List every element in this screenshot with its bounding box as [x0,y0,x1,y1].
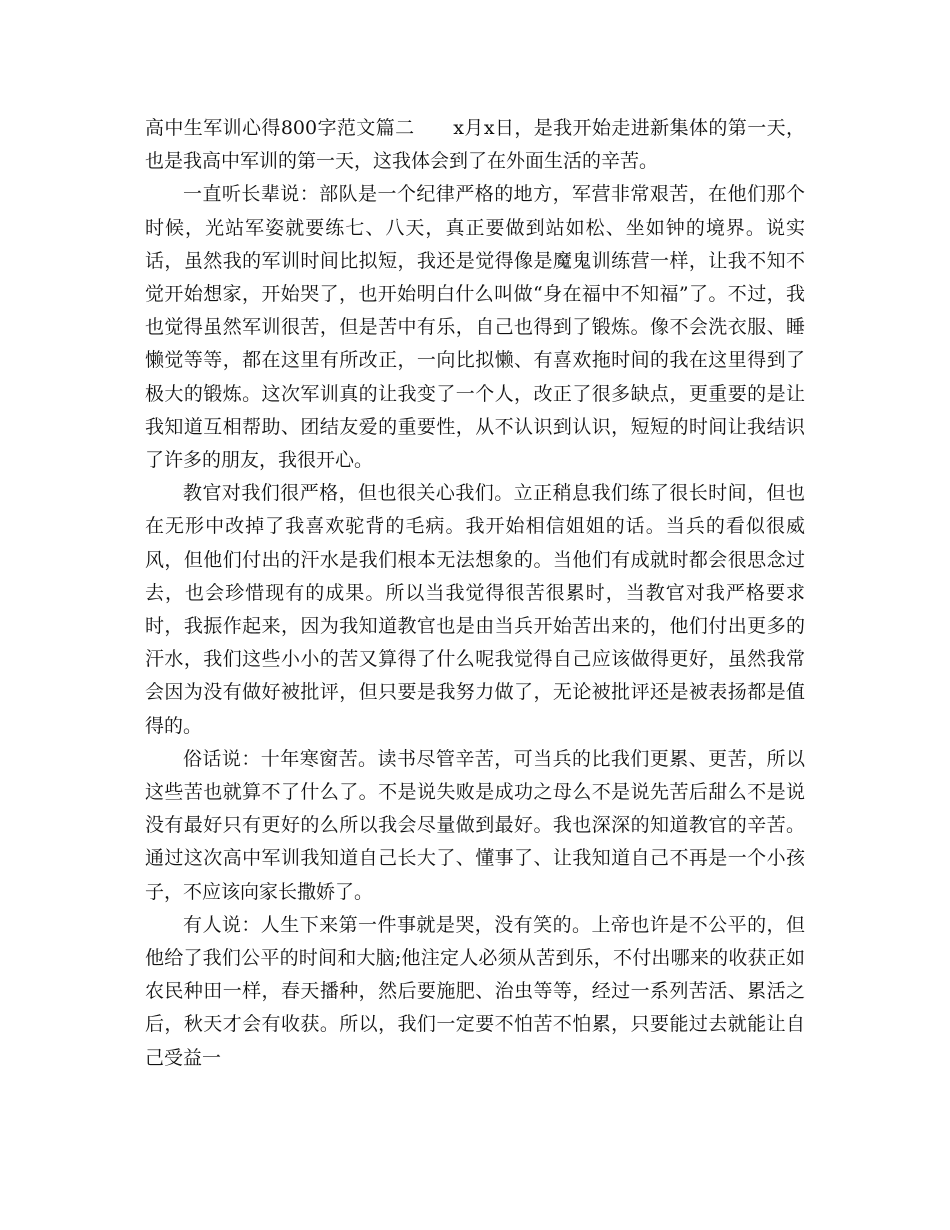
paragraph-instructor: 教官对我们很严格，但也很关心我们。立正稍息我们练了很长时间，但也在无形中改掉了我喜欢驼背的毛病。我开始相信姐姐的话。当兵的看似很威风，但他们付出的汗水是我们根本无法想象的。当他们有成就时都会很思念过去，也会珍惜现有的成果。所以当我觉得很苦很累时，当教官对我严格要求时，我振作起来，因为我知道教官也是由当兵开始苦出来的，他们付出更多的汗水，我们这些小小的苦又算得了什么呢我觉得自己应该做得更好，虽然我常会因为没有做好被批评，但只要是我努力做了，无论被批评还是被表扬都是值得的。 [145,482,805,737]
paragraph-elders-said: 一直听长辈说：部队是一个纪律严格的地方，军营非常艰苦，在他们那个时候，光站军姿就要练七、八天，真正要做到站如松、坐如钟的境界。说实话，虽然我的军训时间比拟短，我还是觉得像是魔鬼训练营一样，让我不知不觉开始想家，开始哭了，也开始明白什么叫做“身在福中不知福”了。不过，我也觉得虽然军训很苦，但是苦中有乐，自己也得到了锻炼。像不会洗衣服、睡懒觉等等，都在这里有所改正，一向比拟懒、有喜欢拖时间的我在这里得到了极大的锻炼。这次军训真的让我变了一个人，改正了很多缺点，更重要的是让我知道互相帮助、团结友爱的重要性，从不认识到认识，短短的时间让我结识了许多的朋友，我很开心。 [145,183,805,472]
paragraph-title-intro: 高中生军训心得800字范文篇二 x月x日，是我开始走进新集体的第一天，也是我高中军训的第一天，这我体会到了在外面生活的辛苦。 [145,117,805,173]
document-body [145,112,805,1075]
paragraph-proverb: 俗话说：十年寒窗苦。读书尽管辛苦，可当兵的比我们更累、更苦，所以这些苦也就算不了什么了。不是说失败是成功之母么不是说先苦后甜么不是说没有最好只有更好的么所以我会尽量做到最好。我也深深的知道教官的辛苦。通过这次高中军训我知道自己长大了、懂事了、让我知道自己不再是一个小孩子，不应该向家长撒娇了。 [145,747,805,903]
paragraph-life-saying: 有人说：人生下来第一件事就是哭，没有笑的。上帝也许是不公平的，但他给了我们公平的时间和大脑;他注定人必须从苦到乐，不付出哪来的收获正如农民种田一样，春天播种，然后要施肥、治虫等等，经过一系列苦活、累活之后，秋天才会有收获。所以，我们一定要不怕苦不怕累，只要能过去就能让自己受益一 [145,913,805,1069]
